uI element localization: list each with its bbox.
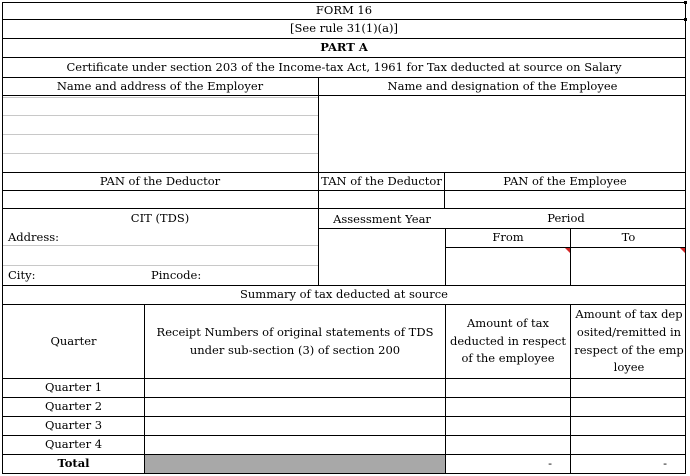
address-label: Address: [8, 229, 60, 244]
form-title: FORM 16 [315, 2, 373, 17]
employee-name-designation-field[interactable] [319, 96, 685, 172]
assessment-year-label: Assessment Year [333, 211, 431, 226]
pan-deductor-field[interactable] [3, 191, 318, 208]
tan-deductor-label: TAN of the Deductor [321, 173, 442, 188]
tax-deducted-header: Amount of tax deducted in respect of the employee [450, 315, 566, 366]
period-label: Period [547, 210, 585, 225]
pan-employee-field[interactable] [445, 191, 685, 208]
employer-name-address-field[interactable] [3, 96, 318, 172]
period-from-field[interactable] [446, 248, 570, 285]
period-from-label: From [492, 230, 524, 245]
quarter-row-label: Quarter 2 [44, 399, 103, 414]
summary-title: Summary of tax deducted at source [240, 287, 448, 302]
tax-deposited-header: Amount of tax deposited/remitted in respect of the employee [574, 306, 684, 375]
total-receipt-shaded-cell [145, 455, 445, 473]
quarter-row-label: Quarter 1 [44, 380, 103, 395]
total-label: Total [57, 456, 90, 471]
quarter-row-label: Quarter 4 [44, 437, 103, 452]
assessment-year-field[interactable] [319, 229, 444, 285]
total-deducted-value[interactable]: - [548, 456, 552, 471]
total-deposited-value[interactable]: - [663, 456, 667, 471]
period-to-label: To [621, 230, 636, 245]
city-label: City: [8, 267, 36, 282]
certificate-heading: Certificate under section 203 of the Income-tax Act, 1961 for Tax deducted at source on Salary [66, 59, 622, 74]
tan-deductor-field[interactable] [319, 191, 444, 208]
cit-tds-label: CIT (TDS) [130, 210, 190, 225]
employee-label: Name and designation of the Employee [387, 78, 618, 93]
quarter-row-label: Quarter 3 [44, 418, 103, 433]
pan-deductor-label: PAN of the Deductor [99, 173, 221, 188]
form-part: PART A [320, 40, 368, 55]
receipt-numbers-header: Receipt Numbers of original statements of TDS under sub-section (3) of section 200 [156, 324, 434, 357]
pan-employee-label: PAN of the Employee [503, 173, 627, 188]
quarter-header: Quarter [50, 333, 97, 348]
pincode-label: Pincode: [151, 267, 202, 282]
form-rule: [See rule 31(1)(a)] [290, 21, 398, 36]
quarter-values-area[interactable] [145, 379, 685, 454]
period-to-field[interactable] [571, 248, 685, 285]
employer-label: Name and address of the Employer [56, 78, 264, 93]
